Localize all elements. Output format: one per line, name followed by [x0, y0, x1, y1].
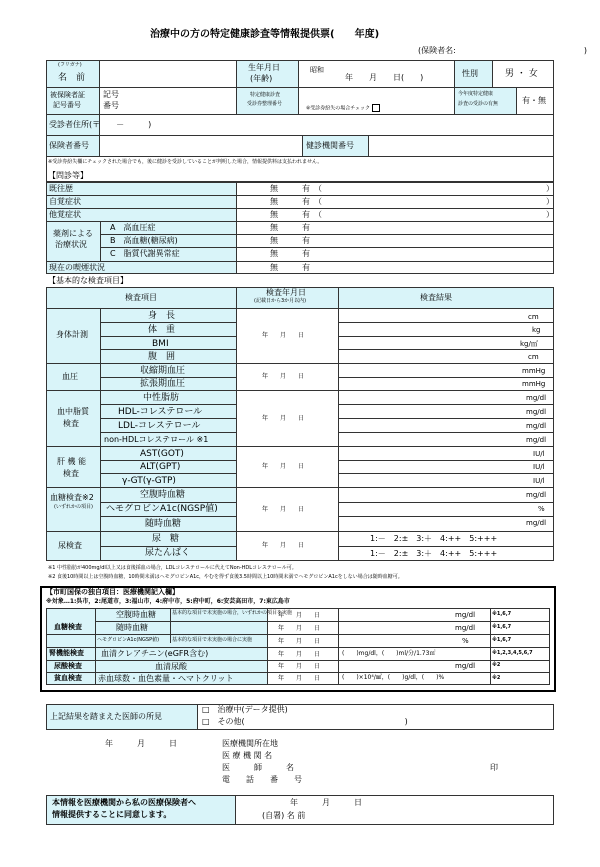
section-questionnaire: 【問診等】 — [48, 171, 88, 180]
consent-signature[interactable]: (自署) 名 前 — [262, 811, 306, 820]
page-title: 治療中の方の特定健康診査等情報提供票( 年度) — [150, 29, 380, 40]
dob-field[interactable]: 年 月 日( ) — [345, 73, 424, 82]
seal-mark: 印 — [490, 763, 498, 772]
thisyear-field[interactable]: 有・無 — [522, 96, 546, 105]
note-top: ※受診券紛失欄にチェックされた場合でも，後に健診を受診していることが判明した場合，情報提供料は支払われません。 — [48, 159, 323, 165]
symptom-field[interactable]: 無 有 （ ） — [270, 197, 554, 206]
name-label: 名 前 — [58, 73, 86, 83]
insurer-name: (保険者名: ) — [418, 46, 587, 55]
era-label: 昭和 — [310, 66, 324, 74]
objective-field[interactable]: 無 有 （ ） — [270, 210, 554, 219]
address-field[interactable]: 受診者住所(〒 － ) — [49, 120, 152, 129]
other-checkbox[interactable]: □ その他( ) — [202, 717, 408, 726]
lost-ticket-check[interactable]: ※受診券紛失の場合チェック — [306, 104, 380, 112]
treatment-checkbox[interactable]: □ 治療中(データ提供) — [202, 705, 288, 714]
history-field[interactable]: 無 有 （ ） — [270, 184, 554, 193]
section-basic: 【基本的な検査項目】 — [48, 276, 128, 285]
smoke-field[interactable]: 無 有 — [270, 263, 310, 272]
sex-field[interactable]: 男 ・ 女 — [505, 69, 538, 79]
